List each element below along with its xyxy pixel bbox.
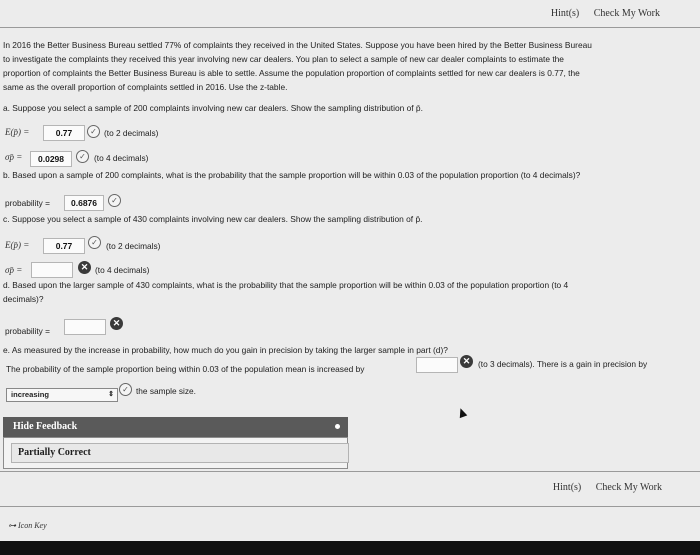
bottom-black-bar xyxy=(0,541,700,555)
part-e-tail: the sample size. xyxy=(136,386,196,396)
feedback-result: Partially Correct xyxy=(11,443,349,463)
part-e-gain-input[interactable] xyxy=(416,357,458,373)
mouse-cursor-icon xyxy=(457,407,468,418)
part-b-question: b. Based upon a sample of 200 complaints, what is the probability that the sample proportion will be within 0.03 of the population proportion (to 4 decimals)? xyxy=(3,170,581,180)
feedback-toggle[interactable] xyxy=(3,417,348,437)
part-a-expected-hint: (to 2 decimals) xyxy=(104,128,159,138)
check-circle-icon: ✓ xyxy=(87,125,100,138)
x-circle-icon: ✕ xyxy=(78,261,91,274)
check-circle-icon: ✓ xyxy=(119,383,132,396)
part-a-expected-input[interactable]: 0.77 xyxy=(43,125,85,141)
part-a-question: a. Suppose you select a sample of 200 complaints involving new car dealers. Show the sampling distribution of p̄. xyxy=(3,103,423,113)
intro-line-4: same as the overall proportion of complaints settled in 2016. Use the z-table. xyxy=(3,82,288,92)
precision-select[interactable] xyxy=(6,388,118,402)
part-d-question-line-2: decimals)? xyxy=(3,294,44,304)
top-toolbar xyxy=(539,8,660,19)
bottom-toolbar xyxy=(541,482,662,493)
part-e-gain-hint: (to 3 decimals). There is a gain in precision by xyxy=(478,359,648,369)
feedback-panel xyxy=(3,437,348,469)
icon-key-label: Icon Key xyxy=(18,521,47,530)
x-circle-icon: ✕ xyxy=(460,355,473,368)
precision-select-value: increasing xyxy=(11,390,49,399)
check-circle-icon: ✓ xyxy=(108,194,121,207)
part-e-question: e. As measured by the increase in probability, how much do you gain in precision by taking the larger sample in part (d)? xyxy=(3,345,448,355)
check-my-work-link[interactable]: Check My Work xyxy=(593,8,660,19)
intro-line-3: proportion of complaints the Better Business Bureau is able to settle. Assume the population proportion of complaints settled for new car dealers is 0.77, the xyxy=(3,68,580,78)
select-arrow-icon: ⇕ xyxy=(108,391,114,398)
intro-line-2: to investigate the complaints they received this year involving new car dealers. You plan to select a sample of new car dealer complaints to estimate the xyxy=(3,54,564,64)
part-c-sigma-label: σp̄ = xyxy=(5,265,23,275)
part-a-sigma-label: σp̄ = xyxy=(5,152,23,162)
part-e-statement: The probability of the sample proportion being within 0.03 of the population mean is increased by xyxy=(6,364,365,374)
part-a-expected-label: E(p̄) = xyxy=(5,127,30,137)
check-circle-icon: ✓ xyxy=(76,150,89,163)
icon-key-link[interactable] xyxy=(8,521,47,530)
part-b-prob-input[interactable]: 0.6876 xyxy=(64,195,104,211)
part-d-prob-input[interactable] xyxy=(64,319,106,335)
part-a-sigma-hint: (to 4 decimals) xyxy=(94,153,149,163)
hints-link-bottom[interactable]: Hint(s) xyxy=(552,482,582,493)
part-c-sigma-hint: (to 4 decimals) xyxy=(95,265,150,275)
key-icon: ⊶ xyxy=(8,521,16,530)
footer-divider xyxy=(0,471,700,472)
intro-line-1: In 2016 the Better Business Bureau settled 77% of complaints they received in the United States. Suppose you have been hired by the Better Business Bureau xyxy=(3,40,592,50)
part-b-prob-label: probability = xyxy=(5,198,50,208)
feedback-dot-icon xyxy=(335,424,340,429)
check-my-work-link-bottom[interactable]: Check My Work xyxy=(595,482,662,493)
part-a-sigma-input[interactable]: 0.0298 xyxy=(30,151,72,167)
part-d-prob-label: probability = xyxy=(5,326,50,336)
part-c-expected-hint: (to 2 decimals) xyxy=(106,241,161,251)
part-c-sigma-input[interactable] xyxy=(31,262,73,278)
part-d-question-line-1: d. Based upon the larger sample of 430 complaints, what is the probability that the sample proportion will be within 0.03 of the population proportion (to 4 xyxy=(3,280,569,290)
part-c-question: c. Suppose you select a sample of 430 complaints involving new car dealers. Show the sampling distribution of p̄. xyxy=(3,214,423,224)
hide-feedback-label: Hide Feedback xyxy=(13,421,78,432)
footer-divider-2 xyxy=(0,506,700,507)
header-divider xyxy=(0,27,700,28)
part-c-expected-label: E(p̄) = xyxy=(5,240,30,250)
hints-link[interactable]: Hint(s) xyxy=(550,8,580,19)
check-circle-icon: ✓ xyxy=(88,236,101,249)
part-c-expected-input[interactable]: 0.77 xyxy=(43,238,85,254)
x-circle-icon: ✕ xyxy=(110,317,123,330)
